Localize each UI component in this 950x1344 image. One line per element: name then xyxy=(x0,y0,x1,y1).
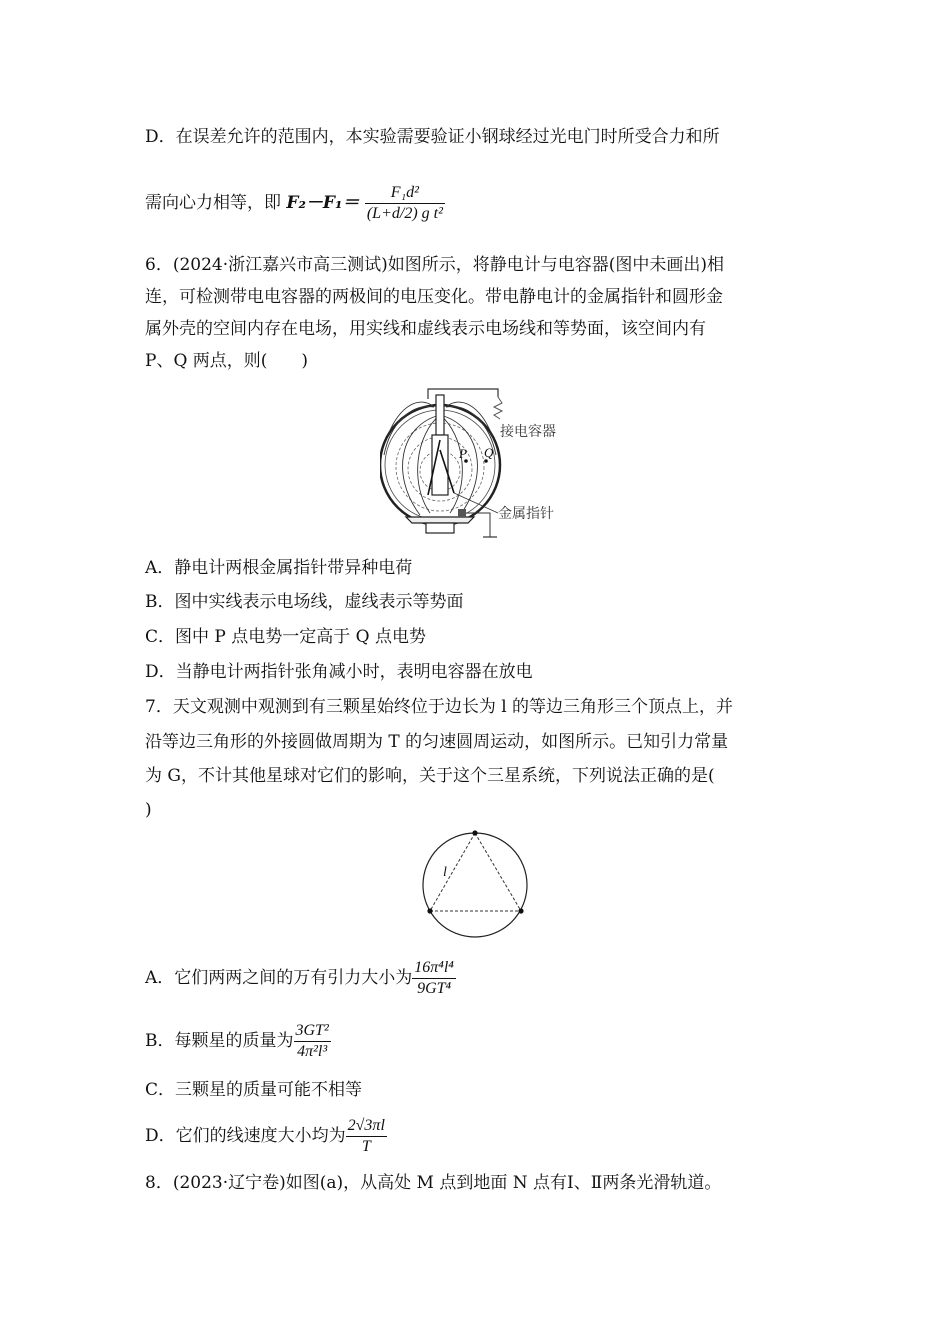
q7-option-d-text: D．它们的线速度大小均为 xyxy=(145,1126,346,1146)
q5-option-d-line2 xyxy=(145,175,445,231)
q5-formula xyxy=(365,183,445,224)
q6-stem-line4: P、Q 两点，则( ) xyxy=(145,351,309,371)
electrometer-figure xyxy=(380,385,580,545)
q6-stem-line3: 属外壳的空间内存在电场，用实线和虚线表示电场线和等势面，该空间内有 xyxy=(145,319,706,339)
q7-option-d-denominator: T xyxy=(361,1138,371,1155)
q7-option-c: C．三颗星的质量可能不相等 xyxy=(145,1080,363,1100)
q7-option-a-denominator: 9GT⁴ xyxy=(417,980,452,997)
q7-option-d-numerator: 2√3πl xyxy=(346,1116,387,1137)
q6-option-b: B．图中实线表示电场线，虚线表示等势面 xyxy=(145,592,464,612)
q7-stem-line2: 沿等边三角形的外接圆做周期为 T 的匀速圆周运动，如图所示。已知引力常量 xyxy=(145,732,729,752)
q7-option-d xyxy=(145,1112,387,1160)
q5-option-d-text: 需向心力相等，即 xyxy=(145,193,281,213)
star-top xyxy=(472,830,477,835)
q6-option-d: D．当静电计两指针张角减小时，表明电容器在放电 xyxy=(145,662,533,682)
label-capacitor: 接电容器 xyxy=(500,425,556,440)
label-P: P xyxy=(459,446,467,461)
label-l: l xyxy=(443,865,447,880)
star-right xyxy=(518,908,523,913)
q7-option-a xyxy=(145,954,456,1002)
three-star-figure xyxy=(418,828,534,944)
label-needle: 金属指针 xyxy=(498,507,554,522)
q7-option-b-text: B．每颗星的质量为 xyxy=(145,1031,294,1051)
q7-stem-line4: ) xyxy=(145,800,152,820)
q7-stem-line1: 7．天文观测中观测到有三颗星始终位于边长为 l 的等边三角形三个顶点上，并 xyxy=(145,697,734,717)
q5-option-d-line1: D．在误差允许的范围内，本实验需要验证小钢球经过光电门时所受合力和所 xyxy=(145,127,720,147)
q6-option-a: A．静电计两根金属指针带异种电荷 xyxy=(145,558,413,578)
q7-option-b-denominator: 4π²l³ xyxy=(297,1043,328,1060)
q7-option-d-formula xyxy=(346,1116,387,1157)
q5-formula-numerator: F₁d² xyxy=(365,183,445,204)
q7-option-a-text: A．它们两两之间的万有引力大小为 xyxy=(145,968,413,988)
q7-stem-line3: 为 G，不计其他星球对它们的影响，关于这个三星系统，下列说法正确的是( xyxy=(145,766,715,786)
q6-option-c: C．图中 P 点电势一定高于 Q 点电势 xyxy=(145,627,426,647)
q8-stem: 8．(2023·辽宁卷)如图(a)，从高处 M 点到地面 N 点有Ⅰ、Ⅱ两条光滑轨道。 xyxy=(145,1173,722,1193)
q7-option-b-formula xyxy=(294,1021,331,1062)
q6-stem-line1: 6．(2024·浙江嘉兴市高三测试)如图所示，将静电计与电容器(图中未画出)相 xyxy=(145,255,725,275)
q7-option-a-numerator: 16π⁴l⁴ xyxy=(412,958,456,979)
q7-option-b xyxy=(145,1017,331,1065)
q5-option-d-equation: F₂－F₁＝ xyxy=(286,193,360,213)
q7-option-b-numerator: 3GT² xyxy=(294,1021,331,1042)
q7-option-a-formula xyxy=(412,958,456,999)
q6-stem-line2: 连，可检测带电电容器的两极间的电压变化。带电静电计的金属指针和圆形金 xyxy=(145,287,723,307)
q5-formula-denominator: (L+d/2) g t² xyxy=(366,205,443,222)
label-Q: Q xyxy=(484,445,494,460)
star-left xyxy=(427,908,432,913)
